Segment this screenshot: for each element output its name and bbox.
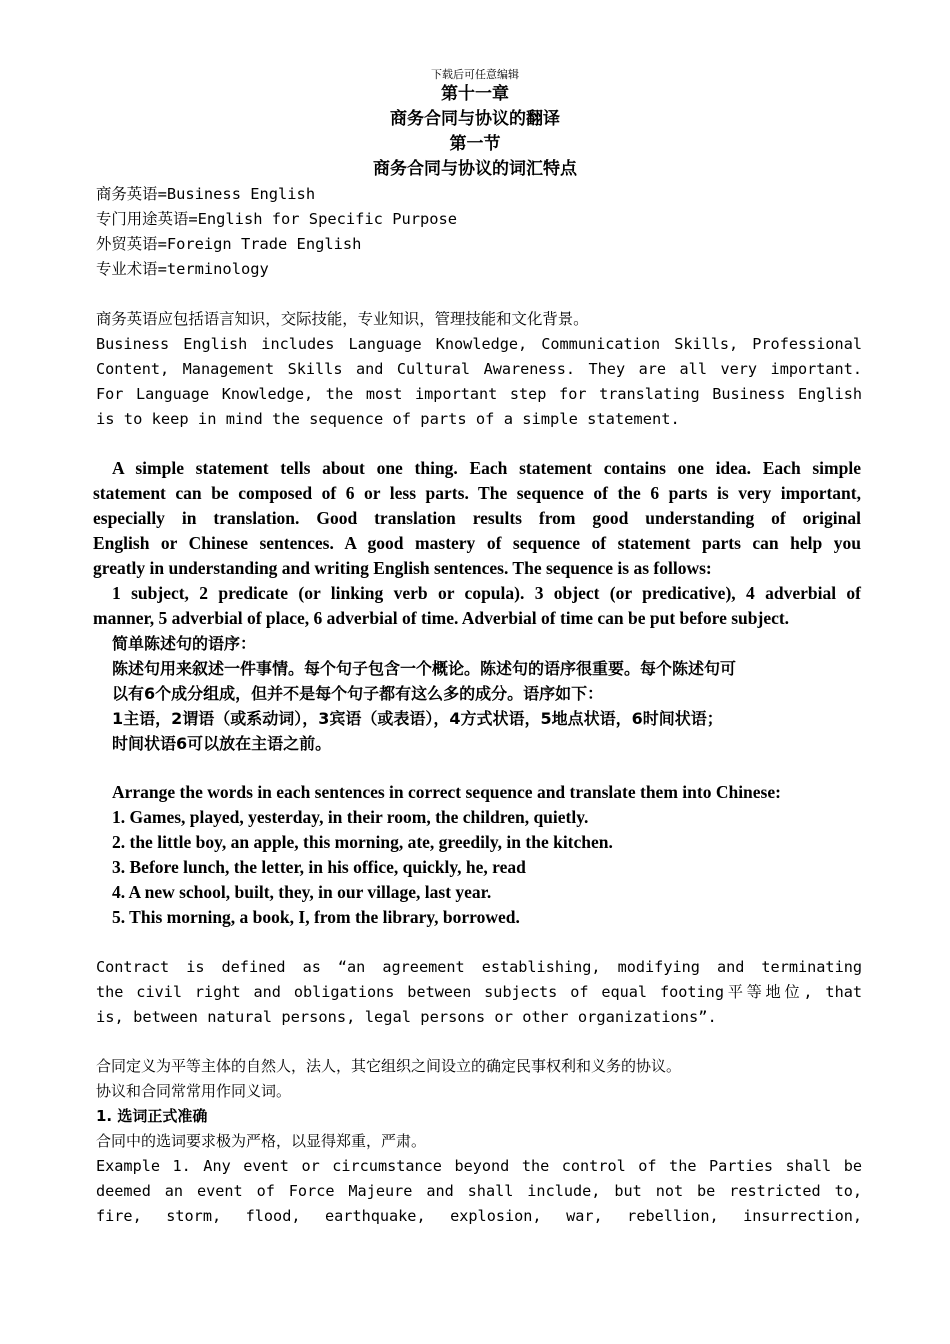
paragraph-line: manner, 5 adverbial of place, 6 adverbial of time. Adverbial of time can be put before subject. (93, 608, 790, 628)
chapter-number: 第十一章 (441, 84, 509, 104)
term-line: 商务英语=Business English (96, 185, 316, 203)
business-english-zh: 商务英语应包括语言知识，交际技能，专业知识，管理技能和文化背景。 (96, 310, 589, 328)
zh-line: 协议和合同常常用作同义词。 (96, 1082, 292, 1100)
term-line: 外贸英语=Foreign Trade English (96, 235, 362, 253)
section-number: 第一节 (449, 134, 501, 154)
paragraph-line: For Language Knowledge, the most important step for translating Business English (96, 385, 862, 403)
paragraph-line: greatly in understanding and writing English sentences. The sequence is as follows: (93, 558, 712, 578)
zh-line: 合同定义为平等主体的自然人，法人，其它组织之间设立的确定民事权利和义务的协议。 (96, 1057, 682, 1075)
paragraph-line: Contract is defined as “an agreement establishing, modifying and terminating (96, 958, 862, 976)
paragraph-line: Example 1. Any event or circumstance beyond the control of the Parties shall be (96, 1157, 862, 1175)
point-1-description: 合同中的选词要求极为严格，以显得郑重，严肃。 (96, 1132, 427, 1150)
paragraph-line: A simple statement tells about one thing. Each statement contains one idea. Each simple (112, 458, 861, 478)
term-line: 专门用途英语=English for Specific Purpose (96, 210, 458, 228)
paragraph-line: is, between natural persons, legal persons or other organizations”. (96, 1008, 717, 1026)
header-note: 下载后可任意编辑 (431, 68, 519, 81)
zh-line: 1主语，2谓语（或系动词），3宾语（或表语），4方式状语，5地点状语，6时间状语； (112, 709, 723, 728)
chapter-title: 商务合同与协议的翻译 (390, 109, 560, 129)
zh-heading: 简单陈述句的语序： (112, 634, 257, 653)
zh-line: 时间状语6可以放在主语之前。 (112, 734, 332, 753)
paragraph-line: fire, storm, flood, earthquake, explosion, war, rebellion, insurrection, (96, 1207, 862, 1225)
exercise-item: 2. the little boy, an apple, this morning, ate, greedily, in the kitchen. (112, 832, 613, 852)
paragraph-line: the civil right and obligations between subjects of equal footing平等地位, that (96, 983, 862, 1001)
paragraph-line: statement can be composed of 6 or less parts. The sequence of the 6 parts is very important, (93, 483, 861, 503)
paragraph-line: Business English includes Language Knowledge, Communication Skills, Professional (96, 335, 862, 353)
exercise-heading: Arrange the words in each sentences in correct sequence and translate them into Chinese: (112, 782, 781, 802)
zh-line: 以有6个成分组成，但并不是每个句子都有这么多的成分。语序如下： (112, 684, 604, 703)
paragraph-line: English or Chinese sentences. A good mastery of sequence of statement parts can help you (93, 533, 861, 553)
exercise-item: 3. Before lunch, the letter, in his office, quickly, he, read (112, 857, 526, 877)
section-title: 商务合同与协议的词汇特点 (373, 159, 577, 179)
paragraph-line: is to keep in mind the sequence of parts of a simple statement. (96, 410, 680, 428)
point-1-heading: 1. 选词正式准确 (96, 1107, 208, 1125)
exercise-item: 4. A new school, built, they, in our village, last year. (112, 882, 492, 902)
paragraph-line: deemed an event of Force Majeure and shall include, but not be restricted to, (96, 1182, 862, 1200)
term-line: 专业术语=terminology (96, 260, 269, 278)
paragraph-line: Content, Management Skills and Cultural Awareness. They are all very important. (96, 360, 862, 378)
paragraph-line: 1 subject, 2 predicate (or linking verb or copula). 3 object (or predicative), 4 adverbial of (112, 583, 861, 603)
exercise-item: 5. This morning, a book, I, from the library, borrowed. (112, 907, 520, 927)
paragraph-line: especially in translation. Good translation results from good understanding of original (93, 508, 861, 528)
zh-line: 陈述句用来叙述一件事情。每个句子包含一个概论。陈述句的语序很重要。每个陈述句可 (112, 659, 737, 678)
exercise-item: 1. Games, played, yesterday, in their room, the children, quietly. (112, 807, 589, 827)
